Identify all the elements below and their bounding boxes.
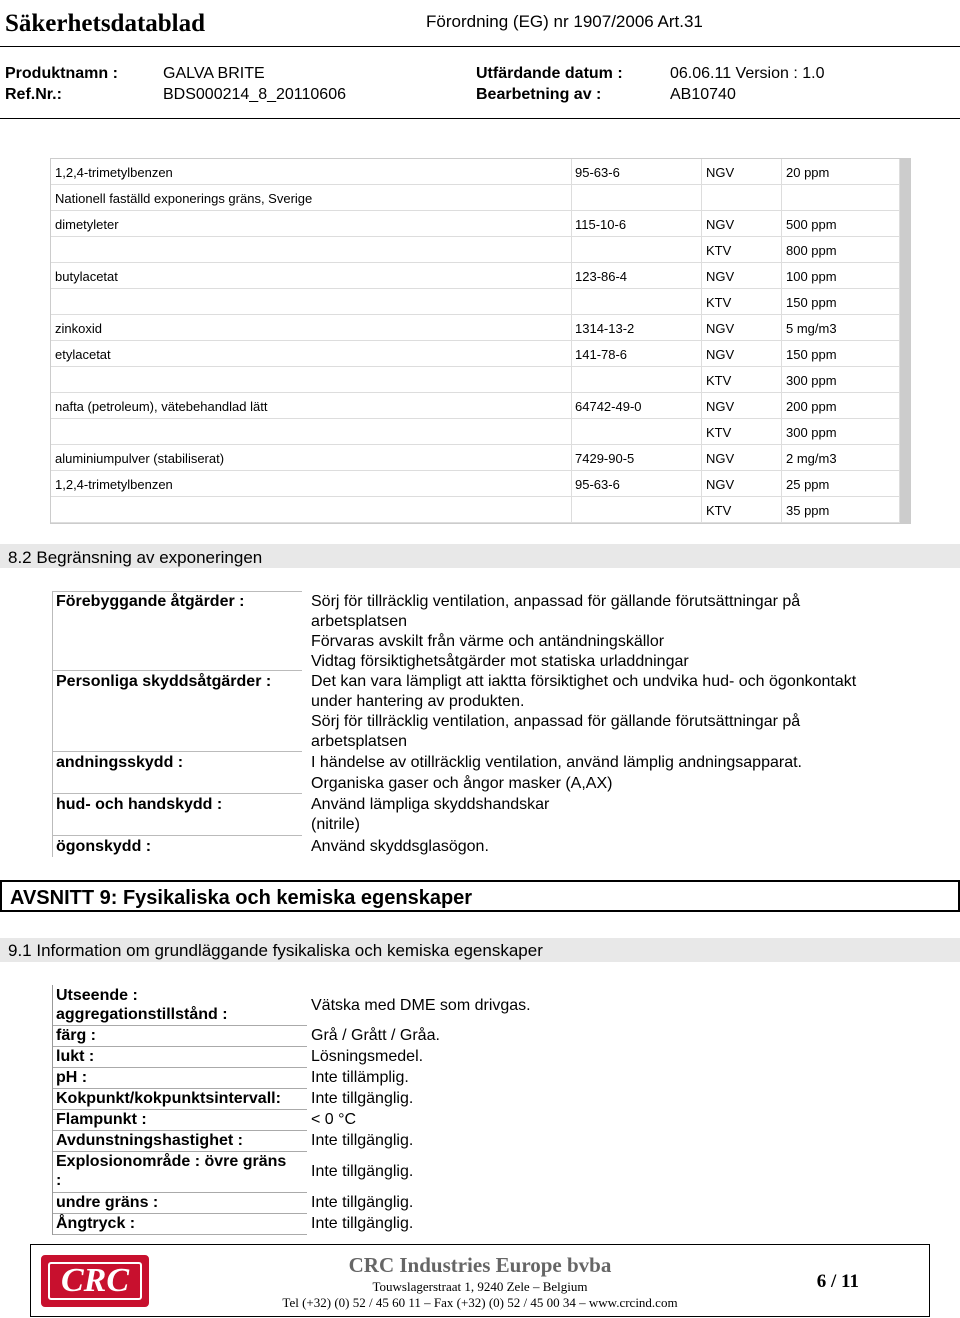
exposure-value: 150 ppm xyxy=(786,347,837,362)
product-name: GALVA BRITE xyxy=(163,65,265,82)
exposure-type: NGV xyxy=(706,477,735,492)
eye-protection-value: Använd skyddsglasögon. xyxy=(311,838,489,855)
hand-line-2: (nitrile) xyxy=(311,816,360,833)
exposure-name: etylacetat xyxy=(55,347,111,362)
revision-value: AB10740 xyxy=(670,86,736,103)
exposure-type: NGV xyxy=(706,451,735,466)
preventive-line-1: Sörj för tillräcklig ventilation, anpassad för gällande förutsättningar på xyxy=(311,593,801,610)
ref-label: Ref.Nr.: xyxy=(5,86,62,103)
exposure-name: aluminiumpulver (stabiliserat) xyxy=(55,451,225,466)
table-row xyxy=(51,237,899,263)
exposure-type: KTV xyxy=(706,373,732,388)
exposure-cas: 115-10-6 xyxy=(575,217,627,232)
property-label: undre gräns : xyxy=(56,1194,159,1211)
header-divider xyxy=(0,46,960,47)
table-row xyxy=(51,185,899,211)
exposure-value: 5 mg/m3 xyxy=(786,321,837,336)
table-row xyxy=(51,497,899,523)
respiratory-protection-label: andningsskydd : xyxy=(56,754,184,771)
section-9-1-heading: 9.1 Information om grundläggande fysikaliska och kemiska egenskaper xyxy=(0,938,960,962)
hand-line-1: Använd lämpliga skyddshandskar xyxy=(311,796,550,813)
respiratory-line-1: I händelse av otillräcklig ventilation, använd lämplig andningsapparat. xyxy=(311,754,802,771)
eye-protection-label: ögonskydd : xyxy=(56,838,152,855)
property-label: Ångtryck : xyxy=(56,1215,136,1232)
issue-date: 06.06.11 Version : 1.0 xyxy=(670,65,825,82)
exposure-value: 800 ppm xyxy=(786,243,837,258)
exposure-value: 500 ppm xyxy=(786,217,837,232)
exposure-value: 35 ppm xyxy=(786,503,830,518)
personal-line-1: Det kan vara lämpligt att iaktta försiktighet och undvika hud- och ögonkontakt xyxy=(311,673,857,690)
exposure-type: NGV xyxy=(706,321,735,336)
exposure-value: 100 ppm xyxy=(786,269,837,284)
property-label: Flampunkt : xyxy=(56,1111,147,1128)
exposure-type: KTV xyxy=(706,243,732,258)
property-value: Inte tillgänglig. xyxy=(311,1194,414,1211)
table-row xyxy=(51,393,899,419)
company-contact: Tel (+32) (0) 52 / 45 60 11 – Fax (+32) (0) 52 / 45 00 34 – www.crcind.com xyxy=(282,1295,678,1310)
exposure-name: 1,2,4-trimetylbenzen xyxy=(55,477,173,492)
exposure-type: KTV xyxy=(706,295,732,310)
property-value: < 0 °C xyxy=(311,1111,357,1128)
exposure-value: 25 ppm xyxy=(786,477,830,492)
preventive-line-2: arbetsplatsen xyxy=(311,613,408,630)
table-row xyxy=(51,419,899,445)
table-row xyxy=(51,367,899,393)
exposure-cas: 95-63-6 xyxy=(575,165,620,180)
revision-label: Bearbetning av : xyxy=(476,86,602,103)
exposure-cas: 141-78-6 xyxy=(575,347,628,362)
preventive-line-3: Förvaras avskilt från värme och antändningskällor xyxy=(311,633,665,650)
respiratory-line-2: Organiska gaser och ångor masker (A,AX) xyxy=(311,775,613,792)
property-label: Kokpunkt/kokpunktsintervall: xyxy=(56,1090,281,1107)
aggregation-state-label: aggregationstillstånd : xyxy=(56,1006,228,1023)
personal-line-2: under hantering av produkten. xyxy=(311,693,525,710)
issue-date-label: Utfärdande datum : xyxy=(476,65,623,82)
exposure-value: 150 ppm xyxy=(786,295,837,310)
table-row xyxy=(51,159,899,185)
exposure-type: NGV xyxy=(706,347,735,362)
product-name-label: Produktnamn : xyxy=(5,65,118,82)
table-row xyxy=(51,211,899,237)
regulation-reference: Förordning (EG) nr 1907/2006 Art.31 xyxy=(426,12,703,31)
table-row xyxy=(51,263,899,289)
exposure-type: KTV xyxy=(706,503,732,518)
exposure-name: zinkoxid xyxy=(55,321,102,336)
preventive-line-4: Vidtag försiktighetsåtgärder mot statiska urladdningar xyxy=(311,653,689,670)
exposure-type: NGV xyxy=(706,165,735,180)
exposure-cas: 123-86-4 xyxy=(575,269,628,284)
company-address: Touwslagerstraat 1, 9240 Zele – Belgium xyxy=(372,1279,588,1294)
section-9-heading: AVSNITT 9: Fysikaliska och kemiska egenskaper xyxy=(0,880,960,912)
personal-line-3: Sörj för tillräcklig ventilation, anpassad för gällande förutsättningar på xyxy=(311,713,801,730)
exposure-value: 20 ppm xyxy=(786,165,830,180)
exposure-name: 1,2,4-trimetylbenzen xyxy=(55,165,173,180)
header-divider-2 xyxy=(0,118,960,119)
exposure-cas: 95-63-6 xyxy=(575,477,620,492)
property-value: Lösningsmedel. xyxy=(311,1048,424,1065)
table-row xyxy=(51,445,899,471)
exposure-cas: 7429-90-5 xyxy=(575,451,635,466)
exposure-type: KTV xyxy=(706,425,732,440)
hand-protection-label: hud- och handskydd : xyxy=(56,796,223,813)
protection-label-column xyxy=(52,591,302,857)
exposure-type: NGV xyxy=(706,399,735,414)
preventive-measures-label: Förebyggande åtgärder : xyxy=(56,593,245,610)
exposure-value: 300 ppm xyxy=(786,425,837,440)
exposure-name: butylacetat xyxy=(55,269,118,284)
exposure-name: nafta (petroleum), vätebehandlad lätt xyxy=(55,399,268,414)
appearance-value: Vätska med DME som drivgas. xyxy=(311,997,531,1014)
property-label: Avdunstningshastighet : xyxy=(56,1132,243,1149)
exposure-limits-table xyxy=(50,158,911,524)
page-number: 6 / 11 xyxy=(816,1271,859,1292)
page-footer xyxy=(30,1244,930,1317)
property-label: pH : xyxy=(56,1069,88,1086)
section-8-2-heading: 8.2 Begränsning av exponeringen xyxy=(0,544,960,568)
personal-line-4: arbetsplatsen xyxy=(311,733,408,750)
table-row xyxy=(51,289,899,315)
ref-number: BDS000214_8_20110606 xyxy=(163,86,346,103)
document-title: Säkerhetsdatablad xyxy=(5,10,206,37)
exposure-name: dimetyleter xyxy=(55,217,119,232)
appearance-label: Utseende : xyxy=(56,987,138,1004)
exposure-type: NGV xyxy=(706,217,735,232)
exposure-type: NGV xyxy=(706,269,735,284)
company-name: CRC Industries Europe bvba xyxy=(348,1253,612,1277)
property-value: Grå / Grått / Gråa. xyxy=(311,1027,440,1044)
explosion-upper-value: Inte tillgänglig. xyxy=(311,1163,414,1180)
exposure-value: 2 mg/m3 xyxy=(786,451,837,466)
property-value: Inte tillgänglig. xyxy=(311,1215,414,1232)
exposure-value: 200 ppm xyxy=(786,399,837,414)
table-row xyxy=(51,341,899,367)
explosion-upper-label-cont: : xyxy=(56,1172,62,1189)
property-label: färg : xyxy=(56,1027,96,1044)
exposure-cas: 1314-13-2 xyxy=(575,321,635,336)
table-row xyxy=(51,471,899,497)
exposure-value: 300 ppm xyxy=(786,373,837,388)
property-value: Inte tillämplig. xyxy=(311,1069,409,1086)
property-value: Inte tillgänglig. xyxy=(311,1132,414,1149)
exposure-name: Nationell faställd exponerings gräns, Sverige xyxy=(55,191,313,206)
property-value: Inte tillgänglig. xyxy=(311,1090,414,1107)
personal-protection-label: Personliga skyddsåtgärder : xyxy=(56,673,272,690)
explosion-upper-label: Explosionområde : övre gräns xyxy=(56,1153,287,1170)
property-label: lukt : xyxy=(56,1048,95,1065)
exposure-cas: 64742-49-0 xyxy=(575,399,642,414)
table-row xyxy=(51,315,899,341)
crc-logo-text: CRC xyxy=(60,1262,130,1299)
